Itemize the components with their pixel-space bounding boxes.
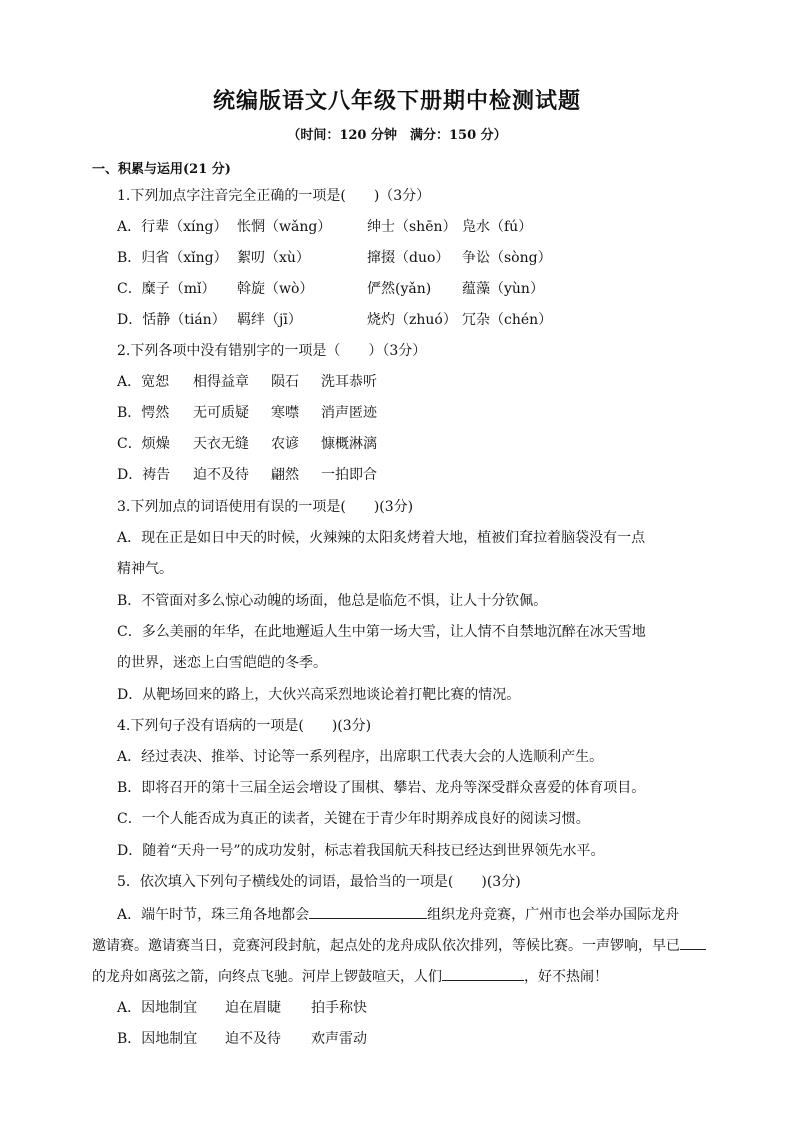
option-item: 翩然: [271, 467, 299, 483]
question-1-option-b: [117, 248, 552, 268]
question-3-option-a: A．现在正是如日中天的时候，火辣辣的太阳炙烤着大地，植被们耷拉着脑袋没有一点: [117, 530, 646, 546]
option-item: 寒噤: [271, 405, 299, 421]
question-1-option-d: [117, 310, 552, 330]
option-item: 拍手称快: [311, 1000, 367, 1016]
question-3-option-d: D．从靶场回来的路上，大伙兴高采烈地谈论着打靶比赛的情况。: [117, 687, 521, 703]
question-4-stem: 4.下列句子没有语病的一项是( )(3分): [117, 718, 372, 734]
question-1-option-c: [117, 279, 544, 299]
page-title: 统编版语文八年级下册期中检测试题: [212, 88, 581, 114]
question-2-option-a: [117, 372, 377, 392]
fill-blank: [309, 904, 427, 919]
option-item: 欢声雷动: [311, 1031, 367, 1047]
question-5-passage-line-1: [117, 904, 679, 925]
passage-text: A．端午时节，珠三角各地都会: [117, 907, 310, 923]
option-item: 迫不及待: [225, 1031, 281, 1047]
option-item: A．因地制宜: [117, 1000, 198, 1016]
option-item: 俨然(yǎn): [367, 281, 432, 297]
option-item: B．因地制宜: [117, 1031, 198, 1047]
exam-info: （时间：120 分钟 满分：150 分）: [287, 128, 507, 143]
question-5-option-a: [117, 998, 367, 1018]
fill-blank: [442, 966, 524, 981]
option-item: 争讼（sòng）: [462, 250, 552, 266]
passage-text: 邀请赛。邀请赛当日，竞赛河段封航，起点处的龙舟成队依次排列，等候比赛。一声锣响，早已: [92, 938, 680, 954]
option-item: 相得益章: [193, 374, 249, 390]
option-item: 绅士（shēn）: [367, 219, 457, 235]
question-3-stem: 3.下列加点的词语使用有误的一项是( )(3分): [117, 499, 414, 515]
question-5-passage-line-3: [92, 966, 608, 987]
option-item: A．宽恕: [117, 374, 170, 390]
passage-text: 组织龙舟竞赛，广州市也会举办国际龙舟: [427, 907, 680, 923]
question-5-option-b: [117, 1029, 367, 1049]
question-5-stem: 5．依次填入下列句子横线处的词语，最恰当的一项是( )(3分): [117, 874, 521, 890]
question-4-option-c: C．一个人能否成为真正的读者，关键在于青少年时期养成良好的阅读习惯。: [117, 811, 590, 827]
option-item: C．烦燥: [117, 436, 170, 452]
option-item: 凫水（fú）: [462, 219, 533, 235]
option-item: 消声匿迹: [321, 405, 377, 421]
option-item: 迫在眉睫: [225, 1000, 281, 1016]
option-item: 无可质疑: [193, 405, 249, 421]
question-2-option-b: [117, 403, 377, 423]
question-3-option-c-cont: 的世界，迷恋上白雪皑皑的冬季。: [117, 655, 327, 671]
option-item: 农谚: [271, 436, 299, 452]
passage-text: ，好不热闹！: [524, 969, 608, 985]
question-1-option-a: [117, 217, 532, 237]
option-item: 冗杂（chén）: [462, 312, 553, 328]
option-item: 怅惘（wǎng）: [237, 219, 332, 235]
option-item: D．祷告: [117, 467, 171, 483]
question-4-option-d: D．随着“天舟一号”的成功发射，标志着我国航天科技已经达到世界领先水平。: [117, 843, 605, 859]
option-item: A．行辈（xíng）: [117, 219, 228, 235]
question-3-option-c: C．多么美丽的年华，在此地邂逅人生中第一场大雪，让人情不自禁地沉醉在冰天雪地: [117, 624, 646, 640]
passage-text: 的龙舟如离弦之箭，向终点飞驰。河岸上锣鼓喧天，人们: [92, 969, 442, 985]
option-item: 烧灼（zhuó）: [367, 312, 457, 328]
question-4-option-b: B．即将召开的第十三届全运会增设了围棋、攀岩、龙舟等深受群众喜爱的体育项目。: [117, 780, 646, 796]
option-item: B．愕然: [117, 405, 170, 421]
option-item: 絮叨（xù）: [237, 250, 310, 266]
option-item: 天衣无缝: [193, 436, 249, 452]
fill-blank: [680, 935, 706, 950]
option-item: B．归省（xǐng）: [117, 250, 228, 266]
option-item: 迫不及待: [193, 467, 249, 483]
option-item: 羁绊（jī）: [237, 312, 302, 328]
option-item: D．恬静（tián）: [117, 312, 226, 328]
option-item: 撺掇（duo）: [367, 250, 450, 266]
question-1-stem: 1.下列加点字注音完全正确的一项是( )（3分）: [117, 188, 431, 204]
option-item: 慷概淋漓: [321, 436, 377, 452]
question-3-option-b: B．不管面对多么惊心动魄的场面，他总是临危不惧，让人十分钦佩。: [117, 593, 548, 609]
option-item: 蕴藻（yùn）: [462, 281, 544, 297]
question-3-option-a-cont: 精神气。: [117, 561, 173, 577]
option-item: 一拍即合: [321, 467, 377, 483]
section-heading: 一、积累与运用(21 分): [92, 162, 231, 177]
question-5-passage-line-2: [92, 935, 706, 956]
question-2-stem: 2.下列各项中没有错别字的一项是（ ）（3分）: [117, 343, 427, 359]
question-2-option-c: [117, 434, 377, 454]
option-item: C．糜子（mǐ）: [117, 281, 216, 297]
question-4-option-a: A．经过表决、推举、讨论等一系列程序，出席职工代表大会的人选顺利产生。: [117, 749, 604, 765]
option-item: 洗耳恭听: [321, 374, 377, 390]
question-2-option-d: [117, 465, 377, 485]
option-item: 斡旋（wò）: [237, 281, 314, 297]
option-item: 陨石: [271, 374, 299, 390]
